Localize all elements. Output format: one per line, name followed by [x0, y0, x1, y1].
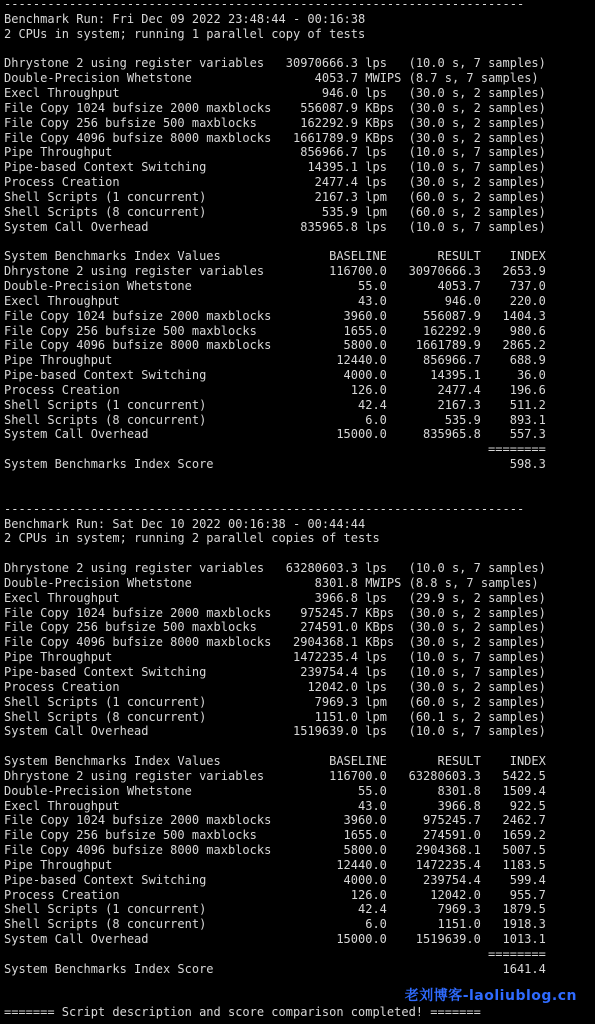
index-value: 511.2 [480, 397, 546, 412]
test-value: 2477.4 [278, 175, 359, 190]
test-name: Pipe-based Context Switching [4, 664, 279, 679]
test-value: 7969.3 [278, 694, 359, 709]
test-info: (30.0 s, 2 samples) [408, 100, 546, 115]
test-value: 535.9 [278, 204, 359, 219]
test-name: Double-Precision Whetstone [4, 71, 279, 86]
index-row [4, 902, 595, 917]
index-row-name: Double-Precision Whetstone [4, 783, 330, 798]
index-baseline: 12440.0 [329, 857, 387, 872]
index-row-name: File Copy 256 bufsize 500 maxblocks [4, 323, 330, 338]
index-value: 220.0 [480, 293, 546, 308]
index-value: 1659.2 [480, 828, 546, 843]
blank-line [4, 472, 595, 487]
index-result: 7969.3 [386, 902, 481, 917]
index-baseline: 15000.0 [329, 932, 387, 947]
test-info: (8.7 s, 7 samples) [408, 71, 539, 86]
index-row [4, 888, 595, 903]
test-value: 1472235.4 [278, 650, 359, 665]
index-row-name: File Copy 1024 bufsize 2000 maxblocks [4, 813, 330, 828]
watermark-logo: 老刘博客-laoliublog.cn [404, 988, 577, 1004]
test-info: (30.0 s, 2 samples) [408, 115, 546, 130]
test-value: 4053.7 [278, 71, 359, 86]
index-baseline: 3960.0 [329, 813, 387, 828]
test-unit: KBps [358, 100, 409, 115]
test-unit: lpm [358, 189, 409, 204]
test-result-row [4, 220, 595, 235]
cpu-info-text: 2 CPUs in system; running 1 parallel copy of tests [4, 26, 366, 41]
index-row-name: File Copy 256 bufsize 500 maxblocks [4, 828, 330, 843]
test-value: 2904368.1 [278, 635, 359, 650]
completion-footer: ======= Script description and score comparison completed! ======= [4, 1005, 481, 1019]
test-result-row [4, 620, 595, 635]
index-row-name: Shell Scripts (1 concurrent) [4, 397, 330, 412]
test-info: (30.0 s, 2 samples) [408, 175, 546, 190]
test-unit: lps [358, 219, 409, 234]
test-name: Double-Precision Whetstone [4, 575, 279, 590]
blank-line [4, 546, 595, 561]
index-result: 1472235.4 [386, 857, 481, 872]
baseline-header: BASELINE [329, 754, 387, 769]
index-row-name: File Copy 1024 bufsize 2000 maxblocks [4, 308, 330, 323]
index-row [4, 828, 595, 843]
index-result: 1661789.9 [386, 338, 481, 353]
test-result-row [4, 205, 595, 220]
test-value: 856966.7 [278, 145, 359, 160]
index-row [4, 264, 595, 279]
index-row-name: Shell Scripts (1 concurrent) [4, 902, 330, 917]
index-score-row [4, 962, 595, 977]
index-value: 737.0 [480, 279, 546, 294]
index-result: 14395.1 [386, 368, 481, 383]
index-header-name: System Benchmarks Index Values [4, 249, 330, 264]
index-value: 1013.1 [480, 932, 546, 947]
index-row [4, 338, 595, 353]
test-info: (10.0 s, 7 samples) [408, 724, 546, 739]
index-result: 835965.8 [386, 427, 481, 442]
test-unit: KBps [358, 620, 409, 635]
test-result-row [4, 635, 595, 650]
index-row [4, 398, 595, 413]
test-unit: lps [358, 86, 409, 101]
index-result: 975245.7 [386, 813, 481, 828]
index-baseline: 126.0 [329, 887, 387, 902]
test-info: (30.0 s, 2 samples) [408, 86, 546, 101]
index-baseline: 15000.0 [329, 427, 387, 442]
test-info: (10.0 s, 7 samples) [408, 650, 546, 665]
index-baseline: 43.0 [329, 293, 387, 308]
test-value: 14395.1 [278, 160, 359, 175]
test-unit: lps [358, 175, 409, 190]
test-name: Dhrystone 2 using register variables [4, 561, 279, 576]
index-result: 239754.4 [386, 872, 481, 887]
test-name: System Call Overhead [4, 219, 279, 234]
test-info: (10.0 s, 7 samples) [408, 664, 546, 679]
test-unit: KBps [358, 605, 409, 620]
test-name: File Copy 256 bufsize 500 maxblocks [4, 620, 279, 635]
index-value: 1404.3 [480, 308, 546, 323]
index-baseline: 4000.0 [329, 368, 387, 383]
test-name: Shell Scripts (8 concurrent) [4, 204, 279, 219]
index-result: 856966.7 [386, 353, 481, 368]
index-value: 688.9 [480, 353, 546, 368]
blank-line [4, 235, 595, 250]
index-row-name: Process Creation [4, 382, 330, 397]
test-result-row [4, 116, 595, 131]
test-unit: MWIPS [358, 575, 409, 590]
index-row-name: Execl Throughput [4, 798, 330, 813]
separator-text: ------------------------------------------------------------------------ [4, 501, 525, 516]
index-result: 556087.9 [386, 308, 481, 323]
score-value: 1641.4 [480, 961, 546, 976]
index-value: 1509.4 [480, 783, 546, 798]
test-result-row [4, 561, 595, 576]
separator-line [4, 502, 595, 517]
test-info: (60.0 s, 2 samples) [408, 694, 546, 709]
index-value: 2653.9 [480, 264, 546, 279]
test-value: 162292.9 [278, 115, 359, 130]
index-row-name: Pipe-based Context Switching [4, 872, 330, 887]
index-header: INDEX [480, 754, 546, 769]
test-result-row [4, 145, 595, 160]
index-value: 5007.5 [480, 843, 546, 858]
test-info: (8.8 s, 7 samples) [408, 575, 539, 590]
test-unit: KBps [358, 635, 409, 650]
index-row [4, 279, 595, 294]
test-result-row [4, 131, 595, 146]
index-row-name: Dhrystone 2 using register variables [4, 264, 330, 279]
index-row-name: Shell Scripts (8 concurrent) [4, 917, 330, 932]
test-info: (10.0 s, 7 samples) [408, 56, 546, 71]
index-result: 30970666.3 [386, 264, 481, 279]
cpu-info [4, 27, 595, 42]
index-row [4, 799, 595, 814]
index-baseline: 4000.0 [329, 872, 387, 887]
test-value: 1661789.9 [278, 130, 359, 145]
index-row [4, 294, 595, 309]
test-name: System Call Overhead [4, 724, 279, 739]
index-result: 2904368.1 [386, 843, 481, 858]
test-unit: lpm [358, 204, 409, 219]
test-name: File Copy 4096 bufsize 8000 maxblocks [4, 130, 279, 145]
test-value: 1151.0 [278, 709, 359, 724]
index-baseline: 116700.0 [329, 768, 387, 783]
index-row [4, 917, 595, 932]
index-baseline: 1655.0 [329, 323, 387, 338]
test-info: (60.0 s, 2 samples) [408, 204, 546, 219]
test-value: 946.0 [278, 86, 359, 101]
test-unit: KBps [358, 130, 409, 145]
score-label: System Benchmarks Index Score [4, 961, 481, 976]
result-header: RESULT [386, 249, 481, 264]
index-result: 162292.9 [386, 323, 481, 338]
index-row-name: File Copy 4096 bufsize 8000 maxblocks [4, 843, 330, 858]
test-result-row [4, 160, 595, 175]
index-value: 599.4 [480, 872, 546, 887]
index-row-name: Double-Precision Whetstone [4, 279, 330, 294]
test-value: 975245.7 [278, 605, 359, 620]
test-value: 274591.0 [278, 620, 359, 635]
index-baseline: 126.0 [329, 382, 387, 397]
index-row-name: Process Creation [4, 887, 330, 902]
test-name: File Copy 256 bufsize 500 maxblocks [4, 115, 279, 130]
test-name: Dhrystone 2 using register variables [4, 56, 279, 71]
index-value: 1918.3 [480, 917, 546, 932]
index-row [4, 858, 595, 873]
test-name: Shell Scripts (1 concurrent) [4, 189, 279, 204]
index-row [4, 932, 595, 947]
index-value: 1879.5 [480, 902, 546, 917]
test-info: (30.0 s, 2 samples) [408, 605, 546, 620]
index-baseline: 1655.0 [329, 828, 387, 843]
index-value: 5422.5 [480, 768, 546, 783]
index-result: 946.0 [386, 293, 481, 308]
index-row [4, 769, 595, 784]
index-row [4, 843, 595, 858]
index-rule: ======== [4, 947, 546, 961]
test-result-row [4, 190, 595, 205]
test-unit: lps [358, 160, 409, 175]
test-unit: lps [358, 145, 409, 160]
test-info: (60.0 s, 2 samples) [408, 189, 546, 204]
index-result: 12042.0 [386, 887, 481, 902]
test-unit: lps [358, 56, 409, 71]
index-baseline: 12440.0 [329, 353, 387, 368]
result-header: RESULT [386, 754, 481, 769]
index-score-row [4, 457, 595, 472]
blank-line [4, 42, 595, 57]
separator-text: ------------------------------------------------------------------------ [4, 0, 525, 11]
index-baseline: 42.4 [329, 397, 387, 412]
index-baseline: 116700.0 [329, 264, 387, 279]
index-header-row [4, 754, 595, 769]
test-unit: lps [358, 561, 409, 576]
test-info: (10.0 s, 7 samples) [408, 561, 546, 576]
index-header-name: System Benchmarks Index Values [4, 754, 330, 769]
index-result: 8301.8 [386, 783, 481, 798]
test-result-row [4, 650, 595, 665]
test-info: (10.0 s, 7 samples) [408, 160, 546, 175]
index-result: 274591.0 [386, 828, 481, 843]
test-result-row [4, 86, 595, 101]
test-info: (10.0 s, 7 samples) [408, 145, 546, 160]
index-row-name: System Call Overhead [4, 932, 330, 947]
index-row [4, 813, 595, 828]
index-value: 893.1 [480, 412, 546, 427]
test-info: (30.0 s, 2 samples) [408, 620, 546, 635]
test-name: Execl Throughput [4, 86, 279, 101]
test-result-row [4, 710, 595, 725]
test-info: (30.0 s, 2 samples) [408, 130, 546, 145]
index-row-name: Pipe-based Context Switching [4, 368, 330, 383]
separator-line [4, 0, 595, 12]
test-value: 3966.8 [278, 590, 359, 605]
test-value: 1519639.0 [278, 724, 359, 739]
test-info: (30.0 s, 2 samples) [408, 635, 546, 650]
index-row [4, 784, 595, 799]
test-name: Shell Scripts (8 concurrent) [4, 709, 279, 724]
test-result-row [4, 71, 595, 86]
test-unit: lpm [358, 694, 409, 709]
index-value: 196.6 [480, 382, 546, 397]
test-unit: lps [358, 650, 409, 665]
index-row-name: Dhrystone 2 using register variables [4, 768, 330, 783]
test-info: (30.0 s, 2 samples) [408, 679, 546, 694]
test-name: Pipe Throughput [4, 145, 279, 160]
test-value: 63280603.3 [278, 561, 359, 576]
index-row [4, 383, 595, 398]
index-row [4, 324, 595, 339]
index-row-name: Shell Scripts (8 concurrent) [4, 412, 330, 427]
test-name: Execl Throughput [4, 590, 279, 605]
test-result-row [4, 695, 595, 710]
index-row-name: Execl Throughput [4, 293, 330, 308]
index-row [4, 353, 595, 368]
index-value: 2462.7 [480, 813, 546, 828]
test-name: Process Creation [4, 679, 279, 694]
index-rule: ======== [4, 442, 546, 457]
test-result-row [4, 591, 595, 606]
terminal-output [4, 0, 595, 977]
test-value: 239754.4 [278, 664, 359, 679]
test-name: Shell Scripts (1 concurrent) [4, 694, 279, 709]
index-baseline: 55.0 [329, 783, 387, 798]
run-header [4, 12, 595, 27]
test-result-row [4, 56, 595, 71]
index-baseline: 43.0 [329, 798, 387, 813]
test-value: 556087.9 [278, 100, 359, 115]
index-value: 1183.5 [480, 857, 546, 872]
baseline-header: BASELINE [329, 249, 387, 264]
test-name: Pipe-based Context Switching [4, 160, 279, 175]
run-header [4, 517, 595, 532]
index-row-name: File Copy 4096 bufsize 8000 maxblocks [4, 338, 330, 353]
index-rule-row [4, 442, 595, 457]
test-info: (60.1 s, 2 samples) [408, 709, 546, 724]
test-result-row [4, 665, 595, 680]
test-unit: lps [358, 724, 409, 739]
index-baseline: 6.0 [329, 412, 387, 427]
test-unit: lpm [358, 709, 409, 724]
test-result-row [4, 101, 595, 116]
run-header-text: Benchmark Run: Fri Dec 09 2022 23:48:44 - 00:16:38 [4, 11, 366, 26]
test-name: Process Creation [4, 175, 279, 190]
index-value: 36.0 [480, 368, 546, 383]
test-value: 8301.8 [278, 575, 359, 590]
test-name: File Copy 1024 bufsize 2000 maxblocks [4, 605, 279, 620]
index-value: 980.6 [480, 323, 546, 338]
index-baseline: 3960.0 [329, 308, 387, 323]
index-row [4, 873, 595, 888]
index-result: 3966.8 [386, 798, 481, 813]
index-result: 535.9 [386, 412, 481, 427]
index-baseline: 5800.0 [329, 843, 387, 858]
test-info: (10.0 s, 7 samples) [408, 219, 546, 234]
test-result-row [4, 576, 595, 591]
index-baseline: 6.0 [329, 917, 387, 932]
index-result: 1519639.0 [386, 932, 481, 947]
test-name: File Copy 4096 bufsize 8000 maxblocks [4, 635, 279, 650]
index-baseline: 5800.0 [329, 338, 387, 353]
run-header-text: Benchmark Run: Sat Dec 10 2022 00:16:38 - 00:44:44 [4, 516, 366, 531]
blank-line [4, 487, 595, 502]
test-result-row [4, 606, 595, 621]
index-row [4, 309, 595, 324]
index-row-name: Pipe Throughput [4, 857, 330, 872]
index-header: INDEX [480, 249, 546, 264]
test-value: 30970666.3 [278, 56, 359, 71]
score-value: 598.3 [480, 457, 546, 472]
test-name: Pipe Throughput [4, 650, 279, 665]
test-value: 12042.0 [278, 679, 359, 694]
test-result-row [4, 175, 595, 190]
index-result: 63280603.3 [386, 768, 481, 783]
index-baseline: 55.0 [329, 279, 387, 294]
test-value: 2167.3 [278, 189, 359, 204]
test-result-row [4, 724, 595, 739]
index-rule-row [4, 947, 595, 962]
index-value: 2865.2 [480, 338, 546, 353]
test-unit: KBps [358, 115, 409, 130]
blank-line [4, 739, 595, 754]
score-label: System Benchmarks Index Score [4, 457, 481, 472]
index-baseline: 42.4 [329, 902, 387, 917]
test-result-row [4, 680, 595, 695]
index-result: 4053.7 [386, 279, 481, 294]
test-unit: lps [358, 590, 409, 605]
index-result: 2167.3 [386, 397, 481, 412]
cpu-info [4, 531, 595, 546]
index-row [4, 427, 595, 442]
index-row-name: Pipe Throughput [4, 353, 330, 368]
index-value: 557.3 [480, 427, 546, 442]
test-info: (29.9 s, 2 samples) [408, 590, 546, 605]
index-row [4, 413, 595, 428]
test-unit: lps [358, 679, 409, 694]
test-name: File Copy 1024 bufsize 2000 maxblocks [4, 100, 279, 115]
index-result: 2477.4 [386, 382, 481, 397]
cpu-info-text: 2 CPUs in system; running 2 parallel copies of tests [4, 531, 380, 546]
index-value: 922.5 [480, 798, 546, 813]
test-unit: MWIPS [358, 71, 409, 86]
test-unit: lps [358, 664, 409, 679]
index-row [4, 368, 595, 383]
index-result: 1151.0 [386, 917, 481, 932]
index-value: 955.7 [480, 887, 546, 902]
index-row-name: System Call Overhead [4, 427, 330, 442]
test-value: 835965.8 [278, 219, 359, 234]
index-header-row [4, 249, 595, 264]
